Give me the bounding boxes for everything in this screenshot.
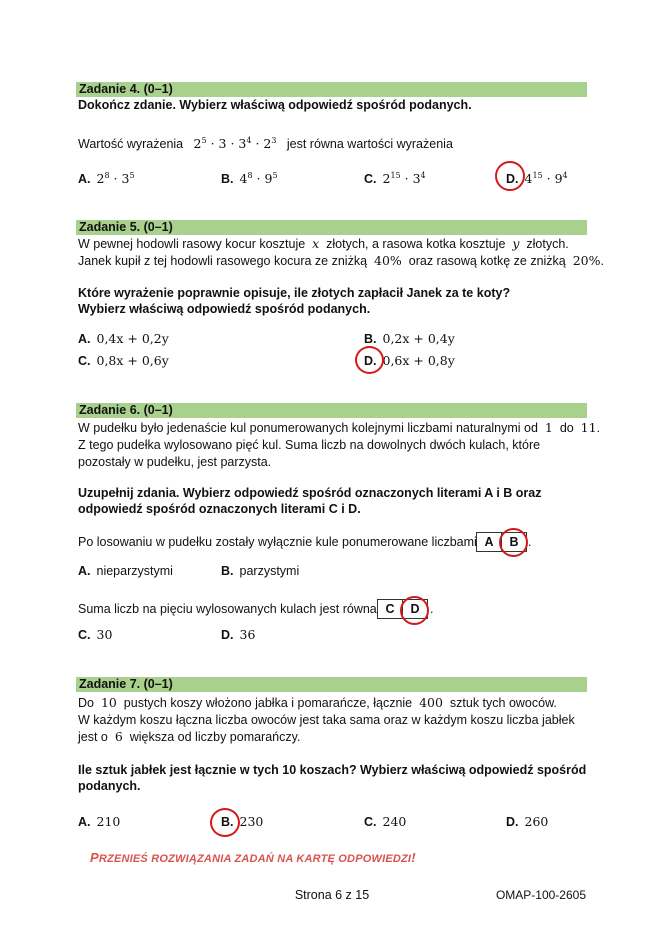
- task-5-question-line-2: Wybierz właściwą odpowiedź spośród podanych.: [78, 302, 371, 316]
- task-7-text-line-1: Do 10 pustych koszy włożono jabłka i pomarańcze, łącznie 400 sztuk tych owoców.: [78, 695, 557, 710]
- task-4-header-bar: [76, 82, 587, 97]
- task-6-header-bar: [76, 403, 587, 418]
- task-7-option-a[interactable]: A. 210: [78, 814, 121, 829]
- task-7-option-d[interactable]: D. 260: [506, 814, 549, 829]
- task-6-option-d[interactable]: D. 36: [221, 627, 256, 642]
- task-6-box-1-choice-b[interactable]: B: [509, 535, 519, 549]
- task-6-question-line-2: odpowiedź spośród oznaczonych literami C i D.: [78, 502, 361, 516]
- task-6-box-1-answer-circle: [499, 528, 528, 557]
- task-4-stem: Wartość wyrażenia $2^5 \cdot 3 \cdot 3^4 \cdot 2^3$ jest równa wartości wyrażenia: [78, 136, 453, 151]
- task-6-box-2-choice-d[interactable]: D: [410, 602, 420, 616]
- task-5-question-line-1: Które wyrażenie poprawnie opisuje, ile złotych zapłacił Janek za te koty?: [78, 286, 511, 300]
- task-6-option-a[interactable]: A. nieparzystymi: [78, 564, 173, 578]
- task-7-option-c[interactable]: C. 240: [364, 814, 407, 829]
- task-4-option-a[interactable]: A. $2^8 \cdot 3^5$: [78, 171, 135, 186]
- task-6-option-c[interactable]: C. 30: [78, 627, 113, 642]
- task-7-option-b[interactable]: B. 230: [221, 814, 264, 829]
- task-4-answer-circle: [495, 161, 525, 191]
- task-6-sentence-1: Po losowaniu w pudełku zostały wyłącznie kule ponumerowane liczbami: [78, 535, 477, 549]
- task-6-sentence-2: Suma liczb na pięciu wylosowanych kulach jest równa: [78, 602, 377, 616]
- task-4-option-c[interactable]: C. $2^{15} \cdot 3^4$: [364, 171, 426, 186]
- exam-code: OMAP-100-2605: [495, 888, 586, 902]
- task-6-text-line-1: W pudełku było jedenaście kul ponumerowanych kolejnymi liczbami naturalnymi od 1 do 11.: [78, 420, 601, 435]
- task-5-option-d[interactable]: D. 0,6x + 0,8y: [364, 353, 455, 368]
- task-4-stem-expression: $2^5 \cdot 3 \cdot 3^4 \cdot 2^3$: [193, 136, 277, 151]
- task-5-option-b[interactable]: B. 0,2x + 0,4y: [364, 331, 455, 346]
- task-4-header: Zadanie 4. (0–1): [79, 82, 173, 96]
- task-6-option-b[interactable]: B. parzystymi: [221, 564, 300, 578]
- task-5-option-c[interactable]: C. 0,8x + 0,6y: [78, 353, 169, 368]
- task-6-text-line-3: pozostały w pudełku, jest parzysta.: [78, 455, 272, 469]
- task-5-text-line-2: Janek kupił z tej hodowli rasowego kocura ze zniżką 40% oraz rasową kotkę ze zniżką 20%.: [78, 253, 604, 268]
- task-6-sentence-2-end: .: [430, 602, 434, 616]
- task-6-question-line-1: Uzupełnij zdania. Wybierz odpowiedź spośród oznaczonych literami A i B oraz: [78, 486, 542, 500]
- task-6-box-2-choice-c[interactable]: C: [378, 600, 403, 618]
- task-6-sentence-1-end: .: [528, 535, 532, 549]
- task-6-header: Zadanie 6. (0–1): [79, 403, 173, 417]
- task-4-instruction: Dokończ zdanie. Wybierz właściwą odpowiedź spośród podanych.: [78, 98, 472, 112]
- task-7-question-line-2: podanych.: [78, 779, 141, 793]
- task-7-header: Zadanie 7. (0–1): [79, 677, 173, 691]
- task-5-text-line-1: W pewnej hodowli rasowy kocur kosztuje x złotych, a rasowa kotka kosztuje y złotych.: [78, 236, 569, 251]
- task-5-header-bar: [76, 220, 587, 235]
- task-4-option-d[interactable]: D. $4^{15} \cdot 9^4$: [506, 171, 568, 186]
- task-7-question-line-1: Ile sztuk jabłek jest łącznie w tych 10 koszach? Wybierz właściwą odpowiedź spośród: [78, 763, 587, 777]
- task-7-text-line-3: jest o 6 większa od liczby pomarańczy.: [78, 729, 301, 744]
- task-5-header: Zadanie 5. (0–1): [79, 220, 173, 234]
- task-7-text-line-2: W każdym koszu łączna liczba owoców jest taka sama oraz w każdym koszu liczba jabłek: [78, 713, 575, 727]
- task-4-option-b[interactable]: B. $4^8 \cdot 9^5$: [221, 171, 278, 186]
- page-number: Strona 6 z 15: [294, 888, 370, 902]
- task-6-text-line-2: Z tego pudełka wylosowano pięć kul. Suma liczb na dowolnych dwóch kulach, które: [78, 438, 541, 452]
- task-7-header-bar: [76, 677, 587, 692]
- transfer-answers-note: PRZENIEŚ ROZWIĄZANIA ZADAŃ NA KARTĘ ODPOWIEDZI!: [90, 850, 416, 865]
- task-5-option-a[interactable]: A. 0,4x + 0,2y: [78, 331, 169, 346]
- task-6-box-1-choice-a[interactable]: A: [477, 533, 502, 551]
- task-6-box-2-answer-circle: [400, 596, 429, 625]
- task-5-answer-circle: [355, 346, 384, 374]
- task-7-answer-circle: [210, 808, 240, 837]
